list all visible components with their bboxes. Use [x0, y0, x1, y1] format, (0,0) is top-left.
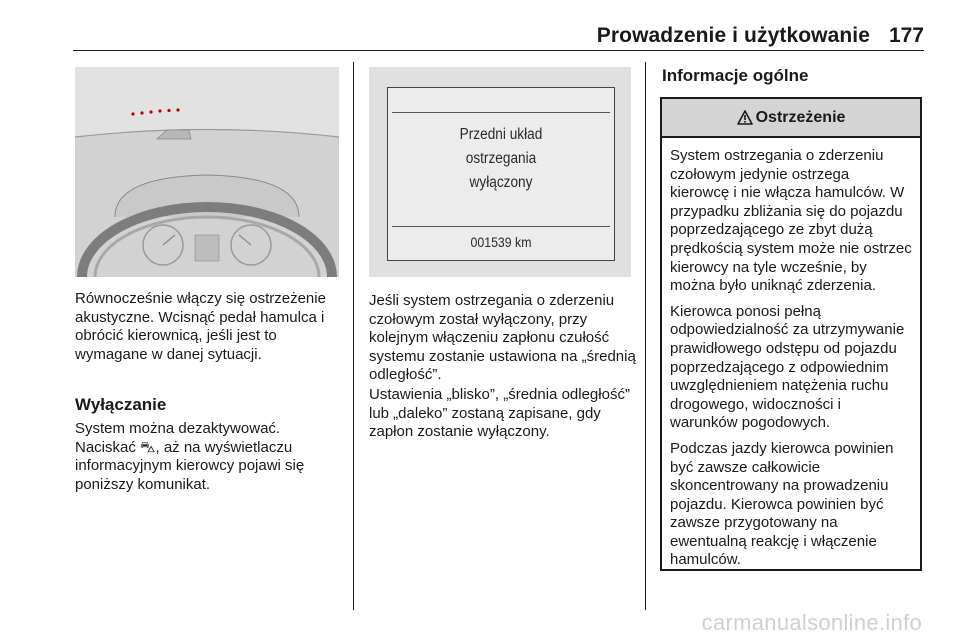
watermark: carmanualsonline.info	[701, 610, 922, 635]
display-screen	[387, 87, 615, 261]
warning-paragraph-2: Kierowca ponosi pełną odpowiedzialność za utrzymywanie prawidłowego odstępu od pojazdu poprzedzającego z odpowiednim uwzględnieniem natężenia ruchu drogowego, widoczności i warunków pogodowych.	[670, 302, 905, 432]
column-divider-left	[353, 62, 354, 610]
left-paragraph-2: System można dezaktywować. Naciskać ⛍, aż na wyświetlaczu informacyjnym kierowcy pojawi się poniższy komunikat.	[75, 420, 305, 493]
warning-title: Ostrzeżenie	[755, 108, 846, 126]
display-odometer: 001539 km	[470, 234, 532, 250]
warning-triangle-icon	[737, 110, 753, 125]
dashboard-drawing	[75, 67, 339, 277]
warning-paragraph-3: Podczas jazdy kierowca powinien być zawsze całkowicie skoncentrowany na prowadzeniu pojazdu. Kierowca powinien być zawsze przygotowany na ewentualną reakcję i włączenie hamulców.	[670, 439, 894, 569]
dashboard-illustration	[75, 67, 339, 277]
warning-box	[660, 97, 922, 571]
display-message-line-3: wyłączony	[469, 174, 533, 191]
display-divider-bottom	[392, 226, 610, 227]
left-paragraph-1: Równocześnie włączy się ostrzeżenie akustyczne. Wcisnąć pedał hamulca i obrócić kierownicą, jeśli jest to wymagane w danej sytuacji.	[75, 290, 326, 363]
warning-header	[662, 99, 920, 138]
page-header-title: Prowadzenie i użytkowanie	[596, 24, 870, 47]
section-title-deactivation: Wyłączanie	[75, 395, 167, 414]
column-divider-right	[645, 62, 646, 610]
middle-paragraph-1: Jeśli system ostrzegania o zderzeniu czołowym został wyłączony, przy kolejnym włączeniu zapłonu czułość systemu zostanie ustawiona na „średnią odległość”.	[369, 292, 636, 384]
driver-info-display-illustration	[369, 67, 631, 277]
display-message-line-1: Przedni układ	[459, 126, 543, 143]
section-title-general-info: Informacje ogólne	[662, 66, 809, 85]
middle-paragraph-2: Ustawienia „blisko”, „średnia odległość” lub „daleko” zostaną zapisane, gdy zapłon zostanie wyłączony.	[369, 386, 630, 441]
page-number: 177	[888, 24, 924, 47]
header-rule	[73, 50, 924, 51]
display-message-line-2: ostrzegania	[465, 150, 537, 167]
warning-paragraph-1: System ostrzegania o zderzeniu czołowym jedynie ostrzega kierowcę i nie włącza hamulców. W przypadku zbliżania się do pojazdu poprzedzającego ze zbyt dużą prędkością system może nie ostrzec kierowcy na tyle wcześnie, by można było uniknąć zderzenia.	[670, 147, 912, 295]
display-divider-top	[392, 112, 610, 113]
